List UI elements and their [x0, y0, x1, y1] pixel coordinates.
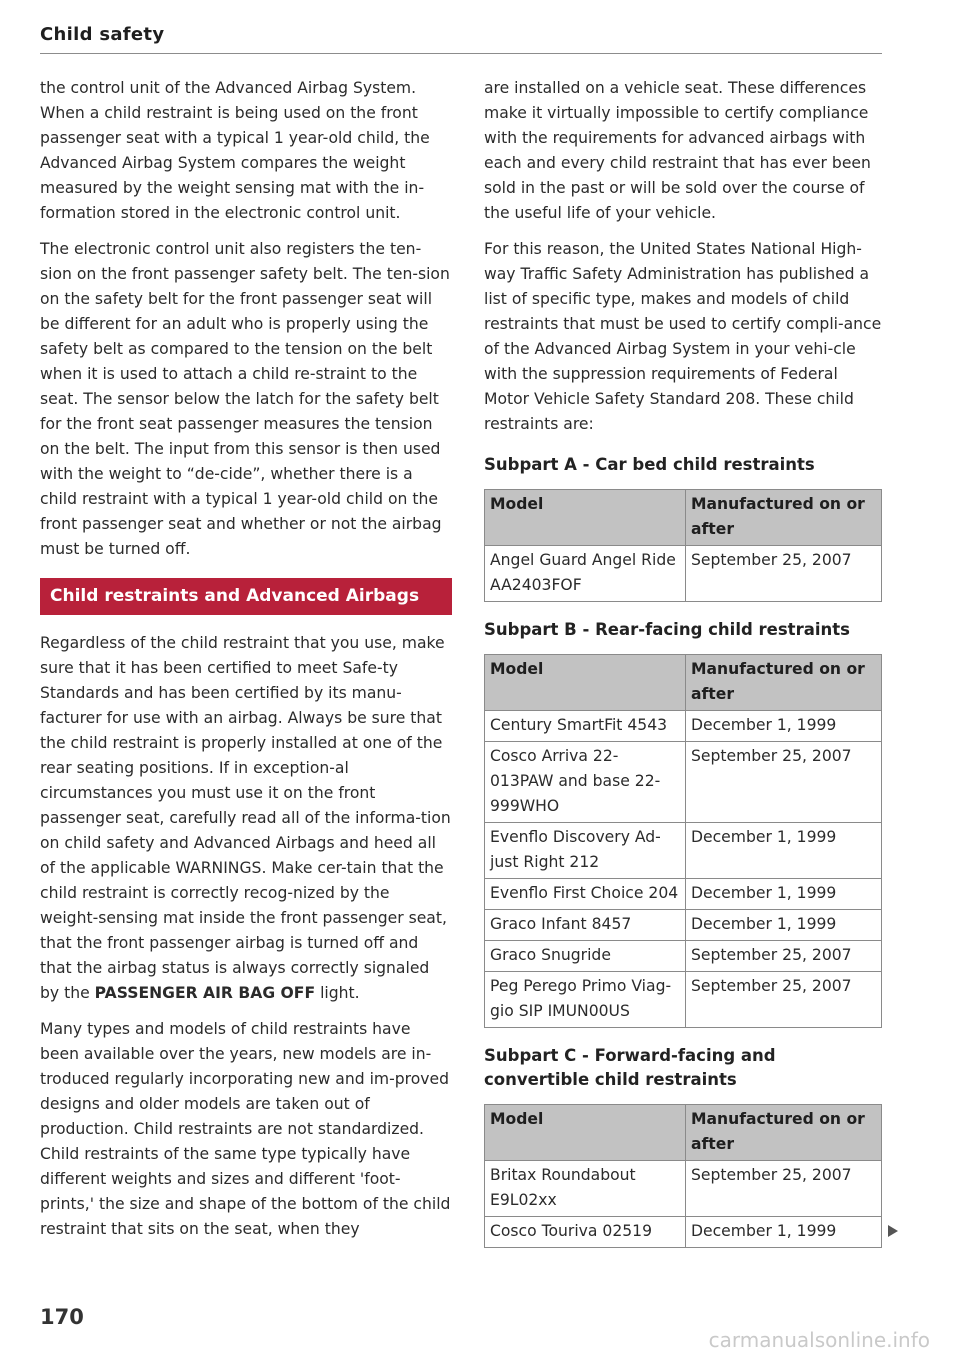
page-header-title: Child safety [40, 24, 165, 45]
model-cell: Graco Snugride [485, 941, 686, 972]
continued-arrow-icon [888, 1225, 898, 1237]
model-cell: Cosco Arriva 22-013PAW and base 22-999WHO [485, 742, 686, 823]
column-header-date: Manufactured on or after [686, 490, 882, 546]
table-row [485, 711, 882, 742]
subpart-a-heading: Subpart A - Car bed child restraints [484, 455, 815, 474]
page-number: 170 [40, 1305, 84, 1329]
column-header-model: Model [485, 655, 686, 711]
date-cell: December 1, 1999 [686, 910, 882, 941]
table-row [485, 1161, 882, 1217]
date-cell: September 25, 2007 [686, 742, 882, 823]
paragraph: Many types and models of child restraints have been available over the years, new models are in-troduced regularly incorporating new and im-proved designs and older models are taken out of production. Child restraints are not standardized. Child restraints of the same type typically have different weights and sizes and different 'foot-prints,' the size and shape of the bottom of the child restraint that sits on the seat, when they [40, 1020, 451, 1238]
column-header-date: Manufactured on or after [686, 1105, 882, 1161]
model-cell: Graco Infant 8457 [485, 910, 686, 941]
table-row [485, 742, 882, 823]
date-cell: December 1, 1999 [686, 711, 882, 742]
table-header-row [485, 490, 882, 546]
subpart-b-heading: Subpart B - Rear-facing child restraints [484, 620, 850, 639]
date-cell: December 1, 1999 [686, 879, 882, 910]
left-column [40, 76, 452, 1253]
table-row [485, 941, 882, 972]
section-heading: Child restraints and Advanced Airbags [40, 578, 452, 615]
watermark: carmanualsonline.info [708, 1328, 930, 1352]
warning-light-name: PASSENGER AIR BAG OFF [94, 984, 316, 1002]
paragraph: The electronic control unit also registers the ten-sion on the front passenger safety belt. The ten-sion on the safety belt for the front passenger seat will be different for an adult who is properly using the safety belt as compared to the tension on the belt when it is used to attach a child re-straint to the seat. The sensor below the latch for the safety belt for the front seat passenger measures the tension on the belt. The input from this sensor is then used with the weight to “de-cide”, whether there is a child restraint with a typical 1 year-old child on the front passenger seat and whether or not the airbag must be turned off. [40, 240, 450, 558]
table-row [485, 823, 882, 879]
table-row [485, 879, 882, 910]
table-row [485, 910, 882, 941]
table-row [485, 972, 882, 1028]
paragraph: the control unit of the Advanced Airbag System. When a child restraint is being used on the front passenger seat with a typical 1 year-old child, the Advanced Airbag System compares the weight measured by the weight sensing mat with the in-formation stored in the electronic control unit. [40, 79, 430, 222]
subpart-c-heading: Subpart C - Forward-facing and convertible child restraints [484, 1046, 776, 1089]
model-cell: Peg Perego Primo Viag-gio SIP IMUN00US [485, 972, 686, 1028]
model-cell: Angel Guard Angel Ride AA2403FOF [485, 546, 686, 602]
model-cell: Evenflo First Choice 204 [485, 879, 686, 910]
paragraph-text: light. [315, 984, 360, 1002]
subpart-a-table [484, 489, 882, 602]
date-cell: September 25, 2007 [686, 972, 882, 1028]
column-header-model: Model [485, 1105, 686, 1161]
date-cell: September 25, 2007 [686, 546, 882, 602]
paragraph-text: Regardless of the child restraint that you use, make sure that it has been certified to meet Safe-ty Standards and has been certified by its manu-facturer for use with an airbag. Always be sure that the child restraint is properly installed at one of the rear seating positions. If in exception-al circumstances you must use it on the front passenger seat, carefully read all of the informa-tion on child safety and Advanced Airbags and heed all of the applicable WARNINGS. Make cer-tain that the child restraint is correctly recog-nized by the weight-sensing mat inside the front passenger seat, that the front passenger airbag is turned off and that the airbag status is always correctly signaled by the [40, 634, 451, 1002]
subpart-b-table [484, 654, 882, 1028]
table-header-row [485, 655, 882, 711]
subpart-c-table [484, 1104, 882, 1248]
table-row [485, 1217, 882, 1248]
right-column [484, 76, 882, 1248]
date-cell: December 1, 1999 [686, 1217, 882, 1248]
column-header-model: Model [485, 490, 686, 546]
model-cell: Cosco Touriva 02519 [485, 1217, 686, 1248]
paragraph: are installed on a vehicle seat. These differences make it virtually impossible to certify compliance with the requirements for advanced airbags with each and every child restraint that has ever been sold in the past or will be sold over the course of the useful life of your vehicle. [484, 79, 871, 222]
paragraph: For this reason, the United States National High-way Traffic Safety Administration has published a list of specific type, makes and models of child restraints that must be used to certify compli-ance of the Advanced Airbag System in your vehi-cle with the suppression requirements of Federal Motor Vehicle Safety Standard 208. These child restraints are: [484, 240, 882, 433]
column-header-date: Manufactured on or after [686, 655, 882, 711]
model-cell: Evenflo Discovery Ad-just Right 212 [485, 823, 686, 879]
table-header-row [485, 1105, 882, 1161]
model-cell: Britax Roundabout E9L02xx [485, 1161, 686, 1217]
header-divider [40, 53, 882, 54]
date-cell: September 25, 2007 [686, 1161, 882, 1217]
paragraph [40, 631, 452, 1006]
date-cell: December 1, 1999 [686, 823, 882, 879]
date-cell: September 25, 2007 [686, 941, 882, 972]
model-cell: Century SmartFit 4543 [485, 711, 686, 742]
table-row [485, 546, 882, 602]
